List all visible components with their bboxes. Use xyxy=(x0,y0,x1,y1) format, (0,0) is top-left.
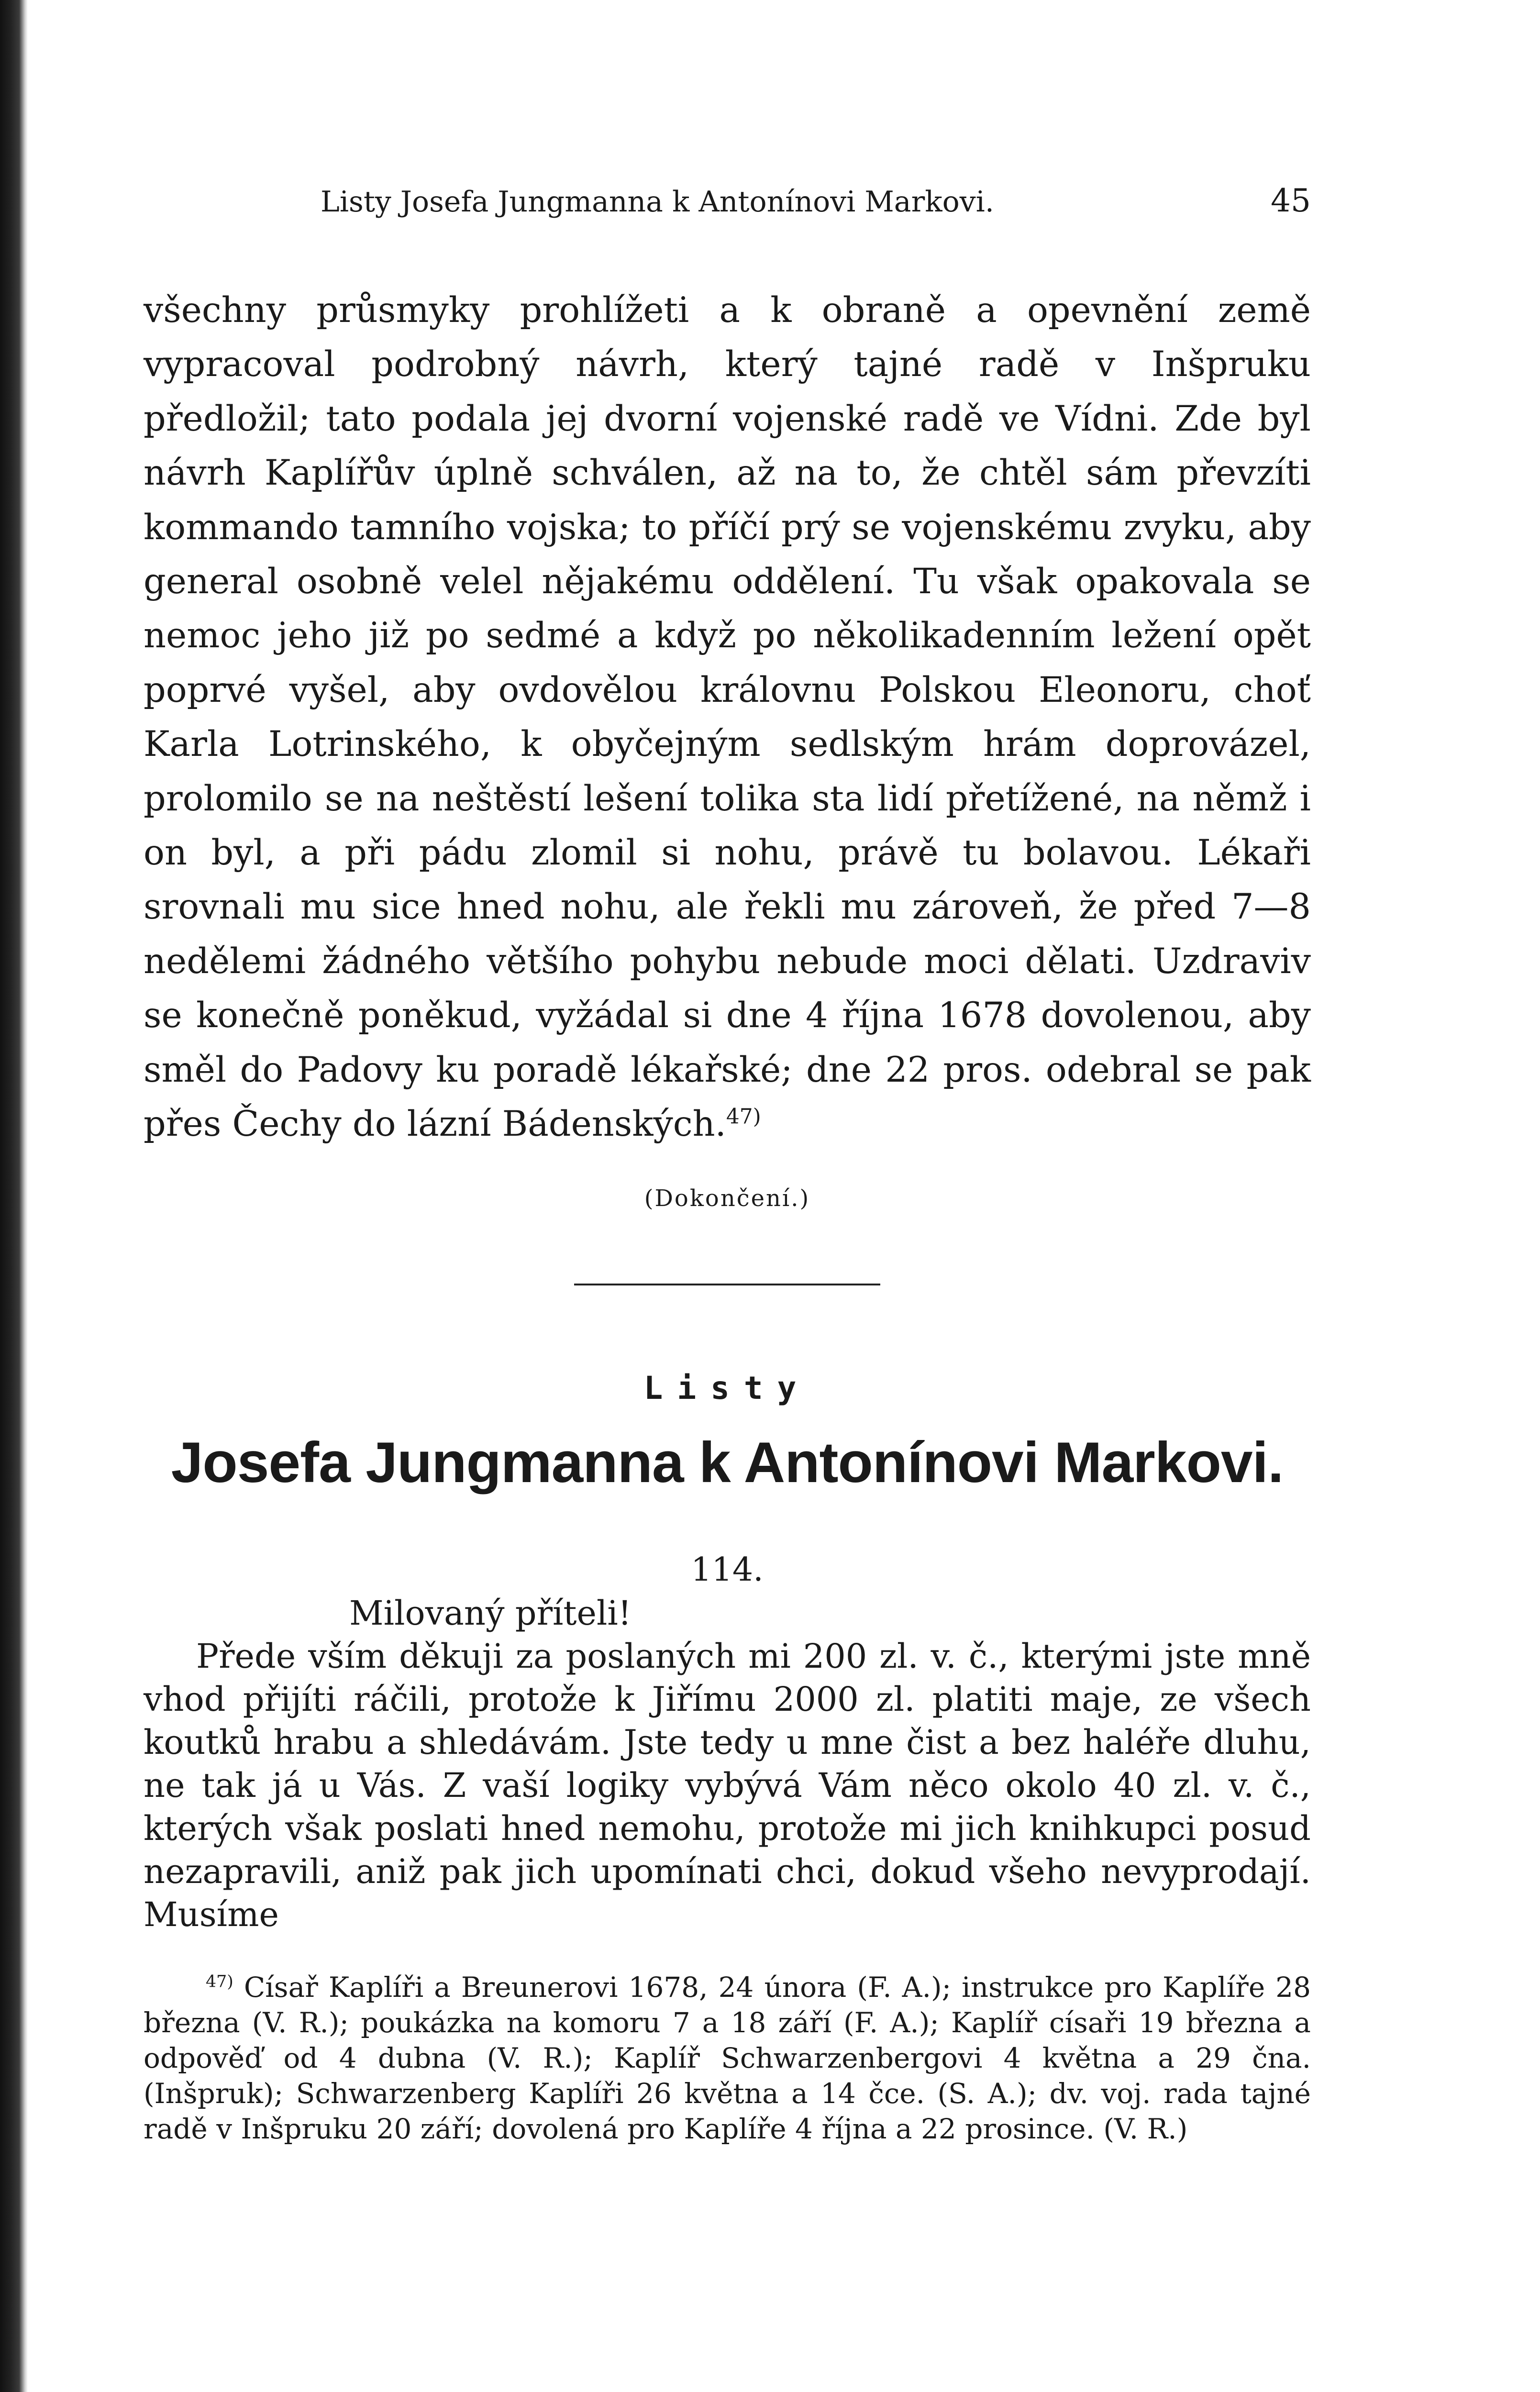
footnote-text: Císař Kaplíři a Breunerovi 1678, 24 února (F. A.); instrukce pro Kaplíře 28 března (V. R.); poukázka na komoru 7 a 18 září (F. A.); Kaplíř císaři 19 března a odpověď od 4 dubna (V. R.); Kaplíř Schwarzenbergovi 4 května a 29 čna. (Inšpruk); Schwarzenberg Kaplíři 26 května a 14 čce. (S. A.); dv. voj. rada tajné radě v Inšpruku 20 září; dovolená pro Kaplíře 4 října a 22 prosince. (V. R.) xyxy=(144,1971,1311,2145)
section-divider xyxy=(574,1284,880,1285)
letter-number: 114. xyxy=(691,1550,764,1589)
book-page xyxy=(144,182,1311,2147)
running-header xyxy=(321,182,1311,221)
scan-binding-edge xyxy=(0,0,28,2392)
footnote-reference: 47) xyxy=(726,1104,761,1129)
continued-note: (Dokončení.) xyxy=(644,1185,810,1212)
article-conclusion xyxy=(144,283,1311,1152)
body-paragraph xyxy=(144,283,1311,1152)
section-label: Listy xyxy=(643,1369,811,1406)
letter-body xyxy=(144,1592,1311,1936)
letter-paragraph: Přede vším děkuji za poslaných mi 200 zl. v. č., kterými jste mně vhod přijíti ráčili, protože k Jiřímu 2000 zl. platiti maje, ze všech koutků hrabu a shledávám. Jste tedy u mne čist a bez haléře dluhu, ne tak já u Vás. Z vaší logiky vybývá Vám něco okolo 40 zl. v. č., kterých však poslati hned nemohu, protože mi jich knihkupci posud nezapravili, aniž pak jich upomínati chci, dokud všeho nevyprodají. Musíme xyxy=(144,1636,1311,1934)
page-number: 45 xyxy=(1271,182,1311,219)
footnote xyxy=(144,1970,1311,2147)
letter-salutation: Milovaný příteli! xyxy=(349,1593,632,1633)
body-paragraph-text: všechny průsmyky prohlížeti a k obraně a opevnění země vypracoval podrobný návrh, který tajné radě v Inšpruku předložil; tato podala jej dvorní vojenské radě ve Vídni. Zde byl návrh Kaplířův úplně schválen, až na to, že chtěl sám převzíti kommando tamního vojska; to příčí prý se vojenskému zvyku, aby general osobně velel nějakému oddělení. Tu však opakovala se nemoc jeho již po sedmé a když po několikadenním ležení opět poprvé vyšel, aby ovdovělou královnu Polskou Eleonoru, choť Karla Lotrinského, k obyčejným sedlským hrám doprovázel, prolomilo se na neštěstí lešení tolika sta lidí přetížené, na němž i on byl, a při pádu zlomil si nohu, právě tu bolavou. Lékaři srovnali mu sice hned nohu, ale řekli mu zároveň, že před 7—8 nedělemi žádného většího pohybu nebude moci dělati. Uzdraviv se konečně poněkud, vyžádal si dne 4 října 1678 dovolenou, aby směl do Padovy ku poradě lékařské; dne 22 pros. odebral se pak přes Čechy do lázní Bádenských. xyxy=(144,290,1311,1145)
footnote-marker: 47) xyxy=(206,1972,233,1992)
article-title: Josefa Jungmanna k Antonínovi Markovi. xyxy=(171,1430,1284,1495)
running-title: Listy Josefa Jungmanna k Antonínovi Markovi. xyxy=(321,185,994,219)
